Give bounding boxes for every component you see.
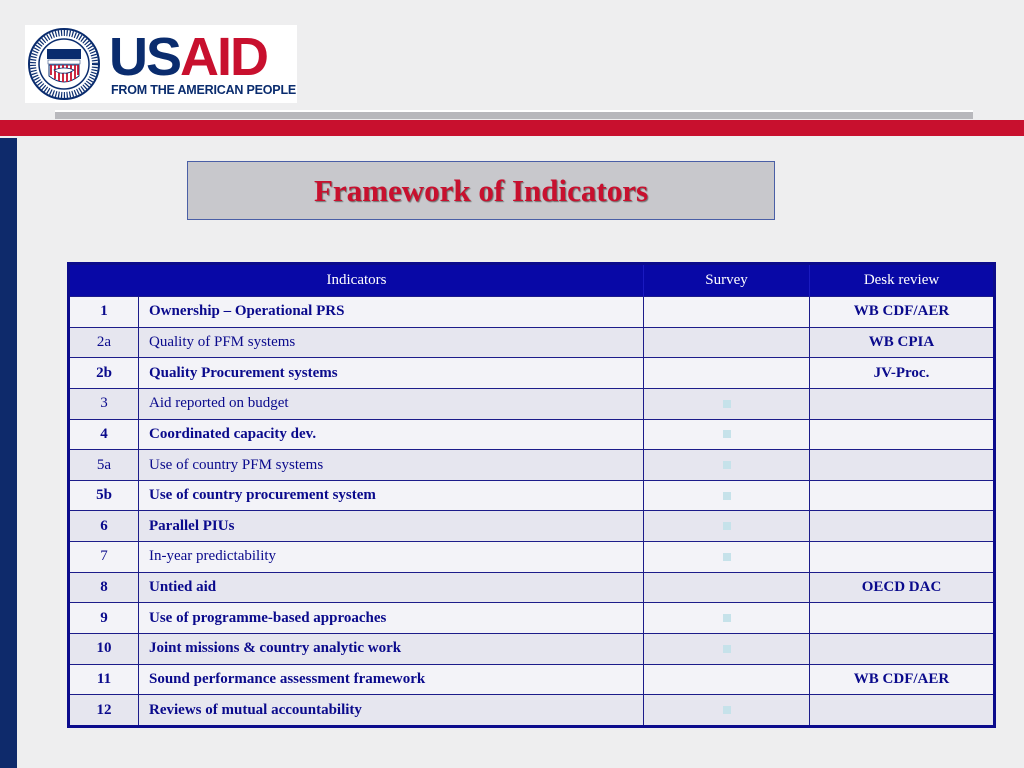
row-number: 11 — [69, 664, 139, 695]
usaid-wordmark — [109, 29, 267, 85]
row-indicator: Sound performance assessment framework — [139, 664, 644, 695]
row-desk-review — [810, 634, 995, 665]
table-row — [69, 450, 995, 481]
survey-check-icon — [723, 522, 731, 530]
row-number: 7 — [69, 542, 139, 573]
row-survey — [644, 542, 810, 573]
row-number: 9 — [69, 603, 139, 634]
page-title: Framework of Indicators — [313, 173, 649, 208]
row-indicator: Use of country PFM systems — [139, 450, 644, 481]
row-indicator: In-year predictability — [139, 542, 644, 573]
row-desk-review: WB CDF/AER — [810, 664, 995, 695]
row-indicator: Untied aid — [139, 572, 644, 603]
row-desk-review: JV-Proc. — [810, 358, 995, 389]
row-number: 5b — [69, 480, 139, 511]
row-survey — [644, 327, 810, 358]
table-row — [69, 695, 995, 727]
row-number: 3 — [69, 388, 139, 419]
table-row — [69, 542, 995, 573]
table-row — [69, 603, 995, 634]
survey-check-icon — [723, 461, 731, 469]
row-survey — [644, 450, 810, 481]
row-indicator: Ownership – Operational PRS — [139, 297, 644, 328]
survey-check-icon — [723, 400, 731, 408]
row-desk-review — [810, 450, 995, 481]
row-indicator: Coordinated capacity dev. — [139, 419, 644, 450]
row-survey — [644, 419, 810, 450]
row-indicator: Quality of PFM systems — [139, 327, 644, 358]
header-indicators: Indicators — [69, 264, 644, 297]
row-survey — [644, 634, 810, 665]
row-desk-review — [810, 695, 995, 727]
row-desk-review — [810, 419, 995, 450]
row-desk-review: WB CDF/AER — [810, 297, 995, 328]
table-row — [69, 388, 995, 419]
row-indicator: Parallel PIUs — [139, 511, 644, 542]
row-desk-review — [810, 603, 995, 634]
row-indicator: Aid reported on budget — [139, 388, 644, 419]
header-desk-review: Desk review — [810, 264, 995, 297]
row-survey — [644, 511, 810, 542]
row-indicator: Joint missions & country analytic work — [139, 634, 644, 665]
row-number: 2b — [69, 358, 139, 389]
header-gray-line — [55, 112, 973, 119]
row-survey — [644, 480, 810, 511]
survey-check-icon — [723, 430, 731, 438]
header-survey: Survey — [644, 264, 810, 297]
row-number: 12 — [69, 695, 139, 727]
row-desk-review: OECD DAC — [810, 572, 995, 603]
title-box — [187, 161, 775, 220]
row-survey — [644, 603, 810, 634]
indicators-table — [67, 262, 996, 728]
row-indicator: Use of programme-based approaches — [139, 603, 644, 634]
survey-check-icon — [723, 492, 731, 500]
row-survey — [644, 358, 810, 389]
table-row — [69, 480, 995, 511]
usaid-seal-icon — [28, 28, 100, 100]
left-accent-bar — [0, 138, 17, 768]
row-desk-review — [810, 542, 995, 573]
row-desk-review — [810, 511, 995, 542]
row-indicator: Use of country procurement system — [139, 480, 644, 511]
row-survey — [644, 664, 810, 695]
row-survey — [644, 388, 810, 419]
table-row — [69, 419, 995, 450]
table-row — [69, 327, 995, 358]
row-number: 2a — [69, 327, 139, 358]
survey-check-icon — [723, 614, 731, 622]
table-row — [69, 358, 995, 389]
row-indicator: Reviews of mutual accountability — [139, 695, 644, 727]
table-row — [69, 511, 995, 542]
wordmark-us: US — [109, 27, 181, 87]
row-desk-review — [810, 480, 995, 511]
table-row — [69, 572, 995, 603]
logo-tagline: FROM THE AMERICAN PEOPLE — [111, 83, 297, 97]
survey-check-icon — [723, 553, 731, 561]
header-red-band — [0, 120, 1024, 136]
row-survey — [644, 695, 810, 727]
row-number: 4 — [69, 419, 139, 450]
row-indicator: Quality Procurement systems — [139, 358, 644, 389]
table-body — [69, 297, 995, 727]
row-desk-review — [810, 388, 995, 419]
usaid-logo — [25, 25, 297, 103]
wordmark-aid: AID — [180, 27, 268, 87]
table-row — [69, 297, 995, 328]
table-row — [69, 664, 995, 695]
row-desk-review: WB CPIA — [810, 327, 995, 358]
row-number: 1 — [69, 297, 139, 328]
survey-check-icon — [723, 706, 731, 714]
row-number: 10 — [69, 634, 139, 665]
row-survey — [644, 297, 810, 328]
table-header-row — [69, 264, 995, 297]
table-row — [69, 634, 995, 665]
row-survey — [644, 572, 810, 603]
row-number: 5a — [69, 450, 139, 481]
survey-check-icon — [723, 645, 731, 653]
row-number: 8 — [69, 572, 139, 603]
row-number: 6 — [69, 511, 139, 542]
